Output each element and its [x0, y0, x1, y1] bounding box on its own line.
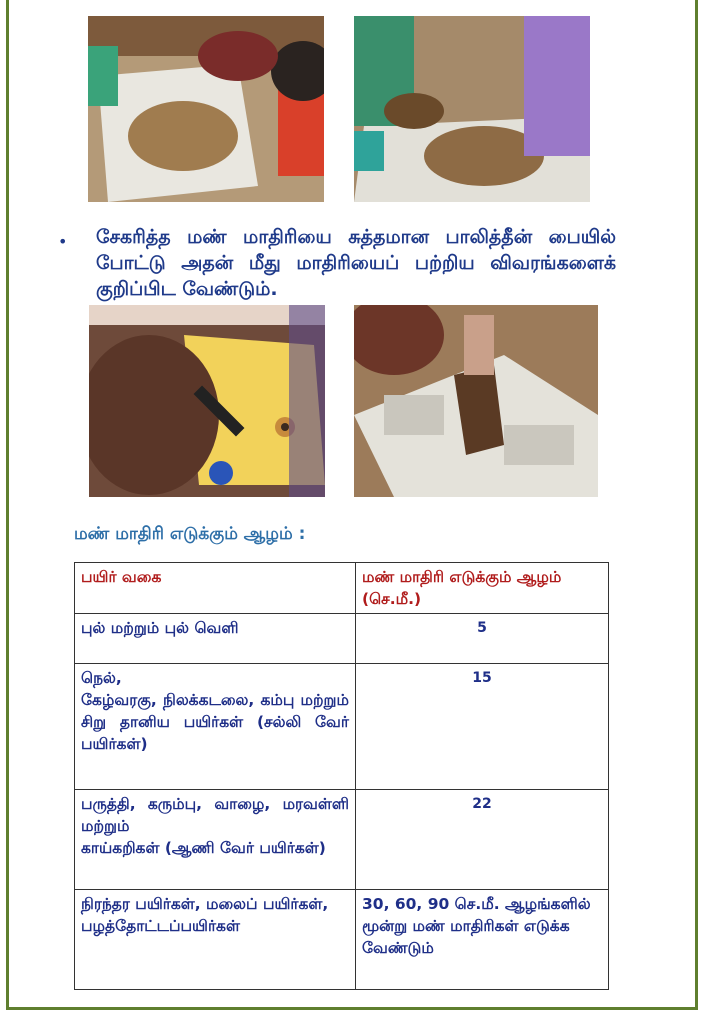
crop-cell: நிரந்தர பயிர்கள், மலைப் பயிர்கள், பழத்தோட்டப்பயிர்கள்	[75, 890, 356, 990]
bullet-marker: •	[58, 232, 68, 251]
sampling-depth-table	[74, 562, 609, 990]
depth-cell: 22	[356, 790, 609, 890]
photo-labeling-tag	[89, 305, 325, 497]
header-sampling-depth: மண் மாதிரி எடுக்கும் ஆழம் (செ.மீ.)	[356, 563, 609, 614]
photo-soil-spreading	[88, 16, 324, 202]
table-row	[75, 790, 609, 890]
depth-cell: 30, 60, 90 செ.மீ. ஆழங்களில் மூன்று மண் மாதிரிகள் எடுக்க வேண்டும்	[356, 890, 609, 990]
instruction-text: சேகரித்த மண் மாதிரியை சுத்தமான பாலித்தீன் பையில் போட்டு அதன் மீது மாதிரியைப் பற்றிய விவரங்களைக் குறிப்பிட வேண்டும்.	[96, 226, 616, 300]
depth-heading: மண் மாதிரி எடுக்கும் ஆழம் :	[74, 524, 306, 544]
table-row	[75, 614, 609, 664]
photo-soil-mixing	[354, 16, 590, 202]
depth-cell: 15	[356, 664, 609, 790]
table-header-row	[75, 563, 609, 614]
depth-cell: 5	[356, 614, 609, 664]
crop-cell: புல் மற்றும் புல் வெளி	[75, 614, 356, 664]
crop-cell: நெல், கேழ்வரகு, நிலக்கடலை, கம்பு மற்றும் சிறு தானிய பயிர்கள் (சல்லி வேர் பயிர்கள்)	[75, 664, 356, 790]
crop-cell: பருத்தி, கரும்பு, வாழை, மரவள்ளி மற்றும் காய்கறிகள் (ஆணி வேர் பயிர்கள்)	[75, 790, 356, 890]
photo-bagging-sample	[354, 305, 598, 497]
header-crop-type: பயிர் வகை	[75, 563, 356, 614]
table-row	[75, 664, 609, 790]
table-row	[75, 890, 609, 990]
